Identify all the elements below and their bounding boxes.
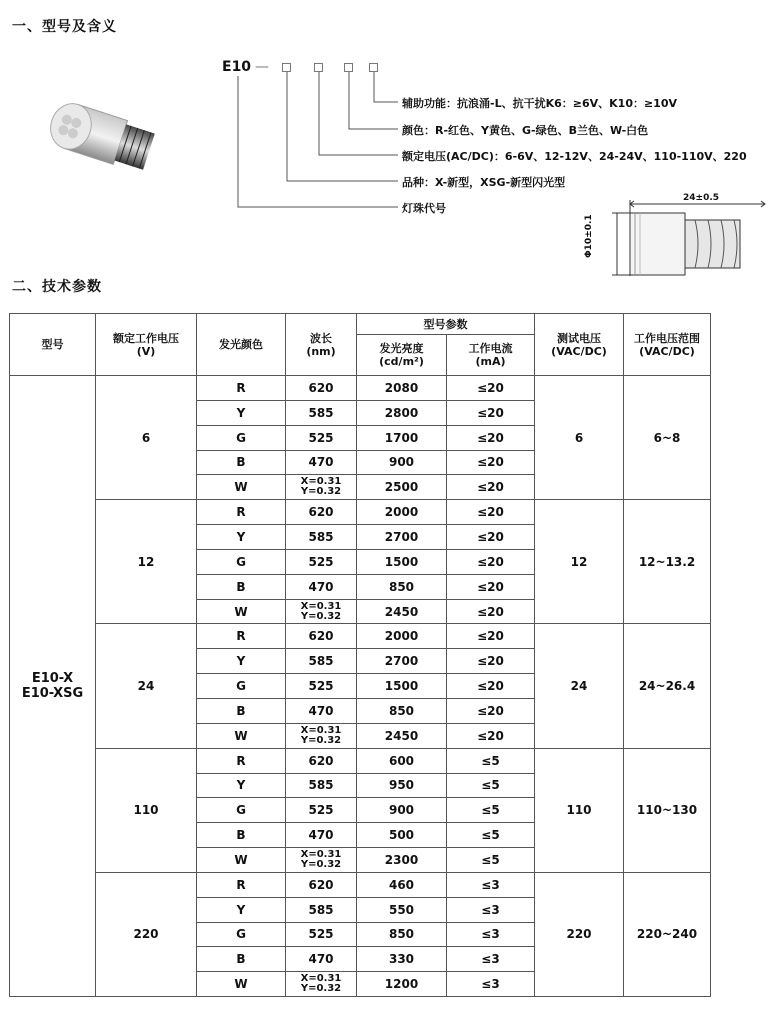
wavelength-cell: 585 bbox=[286, 649, 357, 674]
rated-voltage-cell: 12 bbox=[96, 500, 197, 624]
color-cell: G bbox=[197, 549, 286, 574]
current-cell: ≤3 bbox=[447, 872, 535, 897]
desc-bead-code: 灯珠代号 bbox=[402, 202, 446, 215]
model-cell: E10-X E10-XSG bbox=[10, 376, 96, 997]
luminance-cell: 900 bbox=[357, 798, 447, 823]
table-row bbox=[10, 748, 711, 773]
section-title-model-meaning: 一、型号及含义 bbox=[12, 19, 117, 35]
wavelength-cell: 585 bbox=[286, 525, 357, 550]
luminance-cell: 550 bbox=[357, 897, 447, 922]
current-cell: ≤3 bbox=[447, 947, 535, 972]
luminance-cell: 1700 bbox=[357, 425, 447, 450]
wavelength-cell: 470 bbox=[286, 450, 357, 475]
current-cell: ≤20 bbox=[447, 525, 535, 550]
header-color: 发光颜色 bbox=[197, 314, 286, 376]
color-cell: R bbox=[197, 376, 286, 401]
luminance-cell: 2000 bbox=[357, 500, 447, 525]
current-cell: ≤20 bbox=[447, 723, 535, 748]
luminance-cell: 1200 bbox=[357, 972, 447, 997]
color-cell: B bbox=[197, 823, 286, 848]
color-cell: Y bbox=[197, 897, 286, 922]
current-cell: ≤5 bbox=[447, 798, 535, 823]
header-model: 型号 bbox=[10, 314, 96, 376]
wavelength-cell: X=0.31 Y=0.32 bbox=[286, 475, 357, 500]
luminance-cell: 1500 bbox=[357, 549, 447, 574]
color-cell: W bbox=[197, 599, 286, 624]
model-code-dash: — bbox=[255, 59, 269, 75]
luminance-cell: 850 bbox=[357, 574, 447, 599]
luminance-cell: 2700 bbox=[357, 649, 447, 674]
test-voltage-cell: 12 bbox=[535, 500, 624, 624]
luminance-cell: 900 bbox=[357, 450, 447, 475]
test-voltage-cell: 6 bbox=[535, 376, 624, 500]
color-cell: Y bbox=[197, 400, 286, 425]
color-cell: R bbox=[197, 500, 286, 525]
wavelength-cell: X=0.31 Y=0.32 bbox=[286, 848, 357, 873]
luminance-cell: 2300 bbox=[357, 848, 447, 873]
rated-voltage-cell: 110 bbox=[96, 748, 197, 872]
current-cell: ≤20 bbox=[447, 450, 535, 475]
rated-voltage-cell: 6 bbox=[96, 376, 197, 500]
luminance-cell: 850 bbox=[357, 922, 447, 947]
wavelength-cell: 585 bbox=[286, 400, 357, 425]
color-cell: R bbox=[197, 624, 286, 649]
current-cell: ≤5 bbox=[447, 773, 535, 798]
rated-voltage-cell: 220 bbox=[96, 872, 197, 996]
color-cell: G bbox=[197, 674, 286, 699]
luminance-cell: 2450 bbox=[357, 723, 447, 748]
current-cell: ≤3 bbox=[447, 972, 535, 997]
wavelength-cell: 620 bbox=[286, 872, 357, 897]
luminance-cell: 2000 bbox=[357, 624, 447, 649]
color-cell: W bbox=[197, 475, 286, 500]
color-cell: B bbox=[197, 574, 286, 599]
wavelength-cell: 620 bbox=[286, 624, 357, 649]
dim-length: 24±0.5 bbox=[683, 193, 720, 203]
current-cell: ≤20 bbox=[447, 624, 535, 649]
color-cell: W bbox=[197, 848, 286, 873]
current-cell: ≤5 bbox=[447, 823, 535, 848]
desc-aux-function: 辅助功能：抗浪涌-L、抗干扰K6：≥6V、K10：≥10V bbox=[402, 97, 678, 110]
wavelength-cell: 585 bbox=[286, 897, 357, 922]
desc-color: 颜色：R-红色、Y黄色、G-绿色、B兰色、W-白色 bbox=[402, 124, 649, 137]
luminance-cell: 600 bbox=[357, 748, 447, 773]
table-row bbox=[10, 872, 711, 897]
current-cell: ≤3 bbox=[447, 922, 535, 947]
wavelength-cell: 525 bbox=[286, 922, 357, 947]
wavelength-cell: 470 bbox=[286, 698, 357, 723]
current-cell: ≤20 bbox=[447, 500, 535, 525]
wavelength-cell: X=0.31 Y=0.32 bbox=[286, 972, 357, 997]
current-cell: ≤20 bbox=[447, 425, 535, 450]
voltage-range-cell: 220~240 bbox=[624, 872, 711, 996]
color-cell: Y bbox=[197, 649, 286, 674]
color-cell: W bbox=[197, 972, 286, 997]
color-cell: Y bbox=[197, 773, 286, 798]
test-voltage-cell: 110 bbox=[535, 748, 624, 872]
luminance-cell: 2450 bbox=[357, 599, 447, 624]
luminance-cell: 850 bbox=[357, 698, 447, 723]
current-cell: ≤20 bbox=[447, 674, 535, 699]
voltage-range-cell: 12~13.2 bbox=[624, 500, 711, 624]
wavelength-cell: 470 bbox=[286, 947, 357, 972]
dim-diameter: Φ10±0.1 bbox=[584, 214, 594, 258]
current-cell: ≤5 bbox=[447, 748, 535, 773]
wavelength-cell: 525 bbox=[286, 549, 357, 574]
wavelength-cell: 620 bbox=[286, 500, 357, 525]
voltage-range-cell: 110~130 bbox=[624, 748, 711, 872]
header-current: 工作电流 (mA) bbox=[447, 335, 535, 376]
wavelength-cell: 470 bbox=[286, 823, 357, 848]
luminance-cell: 1500 bbox=[357, 674, 447, 699]
current-cell: ≤20 bbox=[447, 599, 535, 624]
current-cell: ≤20 bbox=[447, 649, 535, 674]
test-voltage-cell: 24 bbox=[535, 624, 624, 748]
color-cell: B bbox=[197, 698, 286, 723]
desc-variety: 品种：X-新型，XSG-新型闪光型 bbox=[402, 176, 566, 189]
color-cell: B bbox=[197, 947, 286, 972]
wavelength-cell: 585 bbox=[286, 773, 357, 798]
wavelength-cell: 525 bbox=[286, 798, 357, 823]
current-cell: ≤5 bbox=[447, 848, 535, 873]
wavelength-cell: 470 bbox=[286, 574, 357, 599]
color-cell: G bbox=[197, 922, 286, 947]
wavelength-cell: 525 bbox=[286, 674, 357, 699]
current-cell: ≤20 bbox=[447, 698, 535, 723]
color-cell: G bbox=[197, 798, 286, 823]
section-title-tech-params: 二、技术参数 bbox=[12, 279, 102, 295]
spec-table bbox=[9, 313, 711, 997]
color-cell: G bbox=[197, 425, 286, 450]
wavelength-cell: 620 bbox=[286, 748, 357, 773]
header-voltage-range: 工作电压范围 (VAC/DC) bbox=[624, 314, 711, 376]
wavelength-cell: X=0.31 Y=0.32 bbox=[286, 599, 357, 624]
voltage-range-cell: 6~8 bbox=[624, 376, 711, 500]
luminance-cell: 2080 bbox=[357, 376, 447, 401]
header-rated-voltage: 额定工作电压 (V) bbox=[96, 314, 197, 376]
current-cell: ≤20 bbox=[447, 475, 535, 500]
luminance-cell: 2700 bbox=[357, 525, 447, 550]
table-row bbox=[10, 500, 711, 525]
current-cell: ≤20 bbox=[447, 376, 535, 401]
desc-rated-voltage: 额定电压(AC/DC)：6-6V、12-12V、24-24V、110-110V、220 bbox=[402, 150, 747, 163]
luminance-cell: 460 bbox=[357, 872, 447, 897]
wavelength-cell: 620 bbox=[286, 376, 357, 401]
model-code-prefix: E10 bbox=[222, 59, 252, 75]
table-row bbox=[10, 376, 711, 401]
color-cell: R bbox=[197, 872, 286, 897]
test-voltage-cell: 220 bbox=[535, 872, 624, 996]
color-cell: B bbox=[197, 450, 286, 475]
voltage-range-cell: 24~26.4 bbox=[624, 624, 711, 748]
current-cell: ≤20 bbox=[447, 549, 535, 574]
header-wavelength: 波长 (nm) bbox=[286, 314, 357, 376]
color-cell: R bbox=[197, 748, 286, 773]
header-params: 型号参数 bbox=[357, 314, 535, 335]
header-luminance: 发光亮度 (cd/m²) bbox=[357, 335, 447, 376]
luminance-cell: 950 bbox=[357, 773, 447, 798]
luminance-cell: 2500 bbox=[357, 475, 447, 500]
header-test-voltage: 测试电压 (VAC/DC) bbox=[535, 314, 624, 376]
wavelength-cell: 525 bbox=[286, 425, 357, 450]
current-cell: ≤3 bbox=[447, 897, 535, 922]
color-cell: Y bbox=[197, 525, 286, 550]
table-row bbox=[10, 624, 711, 649]
color-cell: W bbox=[197, 723, 286, 748]
rated-voltage-cell: 24 bbox=[96, 624, 197, 748]
luminance-cell: 330 bbox=[357, 947, 447, 972]
current-cell: ≤20 bbox=[447, 574, 535, 599]
luminance-cell: 2800 bbox=[357, 400, 447, 425]
luminance-cell: 500 bbox=[357, 823, 447, 848]
wavelength-cell: X=0.31 Y=0.32 bbox=[286, 723, 357, 748]
current-cell: ≤20 bbox=[447, 400, 535, 425]
